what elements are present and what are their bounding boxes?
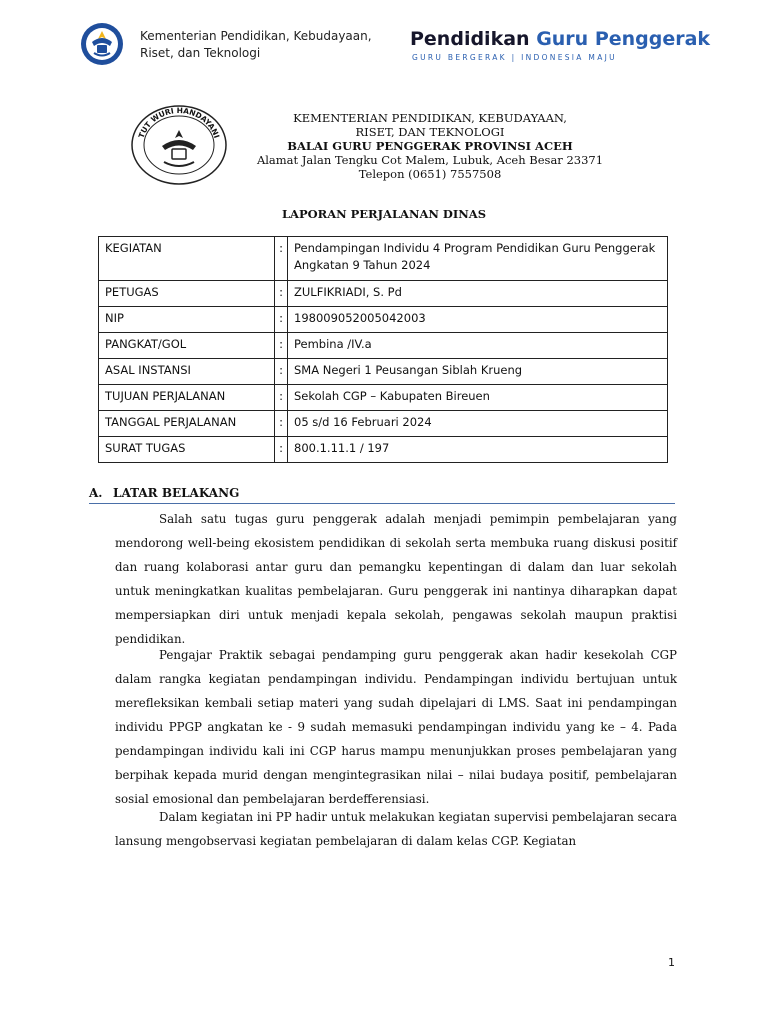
row-colon: : xyxy=(275,385,288,411)
row-colon: : xyxy=(275,359,288,385)
row-value: ZULFIKRIADI, S. Pd xyxy=(288,281,668,307)
ministry-seal-icon xyxy=(126,100,232,186)
section-heading xyxy=(89,486,239,500)
row-value: 05 s/d 16 Februari 2024 xyxy=(288,411,668,437)
table-row xyxy=(99,333,668,359)
table-row xyxy=(99,281,668,307)
table-row xyxy=(99,359,668,385)
row-value: Pendampingan Individu 4 Program Pendidikan Guru Penggerak Angkatan 9 Tahun 2024 xyxy=(288,237,668,281)
banner-ministry-line1: Kementerian Pendidikan, Kebudayaan, xyxy=(140,29,372,43)
row-label: SURAT TUGAS xyxy=(99,437,275,463)
table-row xyxy=(99,307,668,333)
letterhead-institution: BALAI GURU PENGGERAK PROVINSI ACEH xyxy=(287,139,573,153)
row-colon: : xyxy=(275,437,288,463)
row-colon: : xyxy=(275,237,288,281)
row-value: Pembina /IV.a xyxy=(288,333,668,359)
row-value: 800.1.11.1 / 197 xyxy=(288,437,668,463)
row-label: TANGGAL PERJALANAN xyxy=(99,411,275,437)
banner-ministry-name xyxy=(140,28,380,62)
travel-info-table xyxy=(98,236,668,463)
row-value: Sekolah CGP – Kabupaten Bireuen xyxy=(288,385,668,411)
seal-text: TUT WURI HANDAYANI xyxy=(136,105,222,140)
row-label: PANGKAT/GOL xyxy=(99,333,275,359)
row-label: NIP xyxy=(99,307,275,333)
table-row xyxy=(99,437,668,463)
row-label: KEGIATAN xyxy=(99,237,275,281)
letterhead-phone: Telepon (0651) 7557508 xyxy=(358,167,502,181)
section-title: LATAR BELAKANG xyxy=(113,486,240,500)
page-number: 1 xyxy=(668,956,675,969)
banner-ministry-line2: Riset, dan Teknologi xyxy=(140,46,261,60)
letterhead xyxy=(250,111,610,181)
row-value: SMA Negeri 1 Peusangan Siblah Krueng xyxy=(288,359,668,385)
row-colon: : xyxy=(275,281,288,307)
row-colon: : xyxy=(275,333,288,359)
letterhead-line2: RISET, DAN TEKNOLOGI xyxy=(355,125,505,139)
program-title-word1: Pendidikan xyxy=(410,28,530,50)
table-row xyxy=(99,411,668,437)
paragraph: Pengajar Praktik sebagai pendamping guru penggerak akan hadir kesekolah CGP dalam rangka kegiatan pendampingan individu. Pendampingan individu bertujuan untuk merefleksikan kembali setiap materi yang sudah dipelajari di LMS. Saat ini pendampingan individu PPGP angkatan ke - 9 sudah memasuki pendampingan individu yang ke – 4. Pada pendampingan individu kali ini CGP harus mampu menunjukkan proses pembelajaran yang berpihak kepada murid dengan mengintegrasikan nilai – nilai budaya positif, pembelajaran sosial emosional dan pembelajaran berdefferensiasi. xyxy=(115,648,677,806)
table-row xyxy=(99,237,668,281)
row-value: 198009052005042003 xyxy=(288,307,668,333)
program-tagline: GURU BERGERAK | INDONESIA MAJU xyxy=(412,53,617,62)
report-title: LAPORAN PERJALANAN DINAS xyxy=(281,207,487,221)
row-label: ASAL INSTANSI xyxy=(99,359,275,385)
program-title xyxy=(410,28,710,50)
letterhead-address: Alamat Jalan Tengku Cot Malem, Lubuk, Aceh Besar 23371 xyxy=(256,153,604,167)
table-row xyxy=(99,385,668,411)
program-title-word2: Guru Penggerak xyxy=(536,28,711,50)
row-label: TUJUAN PERJALANAN xyxy=(99,385,275,411)
letterhead-line1: KEMENTERIAN PENDIDIKAN, KEBUDAYAAN, xyxy=(293,111,567,125)
paragraph: Dalam kegiatan ini PP hadir untuk melakukan kegiatan supervisi pembelajaran secara lansung mengobservasi kegiatan pembelajaran di dalam kelas CGP. Kegiatan xyxy=(115,810,677,848)
tut-wuri-handayani-logo-icon xyxy=(80,22,124,66)
row-colon: : xyxy=(275,307,288,333)
section-number: A. xyxy=(89,486,103,500)
section-divider xyxy=(89,503,675,504)
row-label: PETUGAS xyxy=(99,281,275,307)
row-colon: : xyxy=(275,411,288,437)
paragraph: Salah satu tugas guru penggerak adalah menjadi pemimpin pembelajaran yang mendorong well-being ekosistem pendidikan di sekolah serta membuka ruang diskusi positif dan ruang kolaborasi antar guru dan pemangku kepentingan di dalam dan luar sekolah untuk meningkatkan kualitas pembelajaran. Guru penggerak ini nantinya diharapkan dapat mempersiapkan diri untuk menjadi kepala sekolah, pengawas sekolah maupun praktisi pendidikan. xyxy=(115,512,677,646)
